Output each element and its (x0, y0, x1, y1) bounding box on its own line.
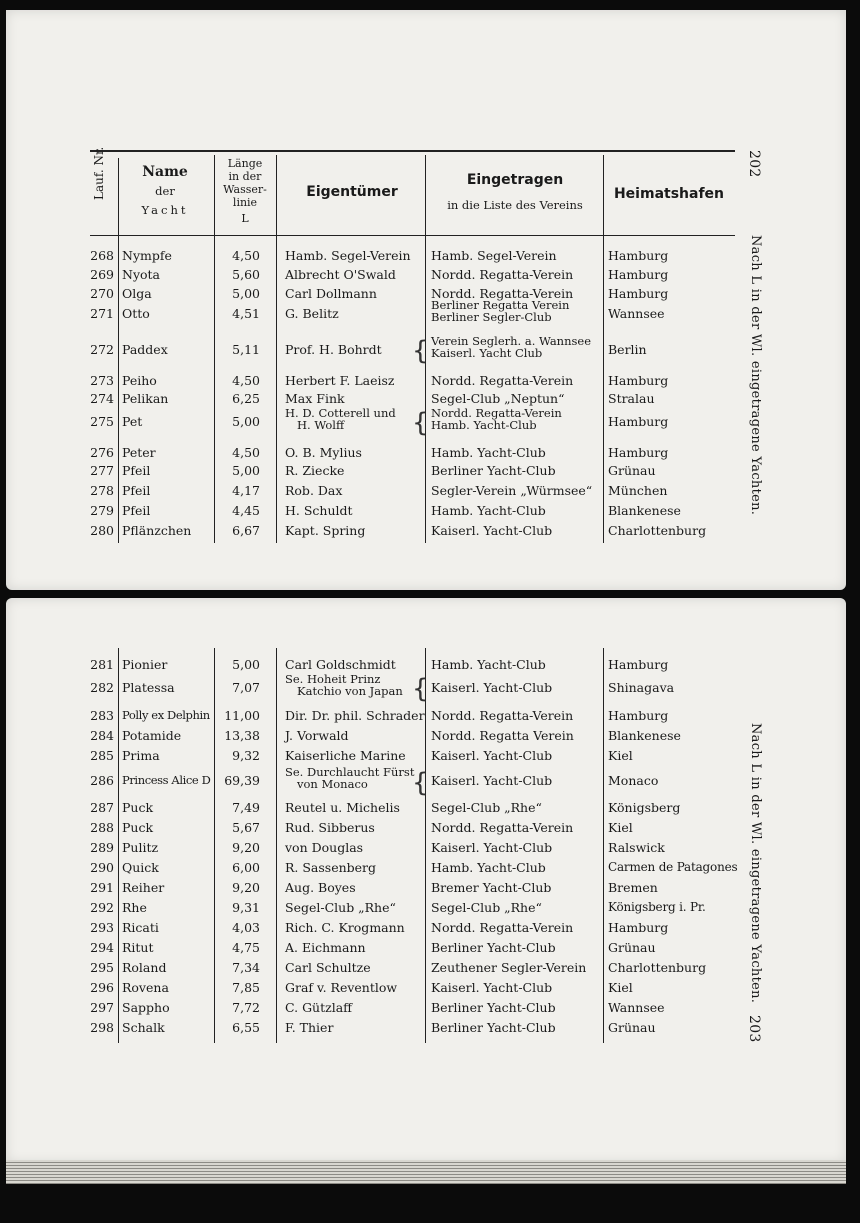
brace-mark: { (412, 336, 429, 366)
waterline-length: 5,60 (232, 267, 260, 282)
club: Bremer Yacht-Club (431, 880, 552, 895)
home-port: Hamburg (608, 248, 669, 263)
yacht-name: Nympfe (122, 248, 172, 263)
header-name: Name (142, 164, 188, 180)
row-number: 270 (90, 286, 114, 301)
yacht-name: Pet (122, 414, 143, 429)
column-rule (425, 648, 426, 1043)
row-number: 274 (90, 391, 114, 406)
owner: H. Schuldt (285, 503, 353, 518)
row-number: 289 (90, 840, 114, 855)
home-port: Grünau (608, 1020, 656, 1035)
yacht-name: Pfeil (122, 463, 151, 478)
owner: Kaiserliche Marine (285, 748, 406, 763)
home-port: Hamburg (608, 445, 669, 460)
row-number: 277 (90, 463, 114, 478)
club: Kaiserl. Yacht-Club (431, 680, 553, 695)
club-line2: Hamb. Yacht-Club (431, 418, 537, 432)
yacht-name: Otto (122, 306, 150, 321)
club: Hamb. Yacht-Club (431, 445, 546, 460)
yacht-name: Paddex (122, 342, 168, 357)
club: Hamb. Yacht-Club (431, 503, 546, 518)
row-number: 268 (90, 248, 114, 263)
club: Nordd. Regatta-Verein (431, 406, 562, 420)
waterline-length: 6,00 (232, 860, 260, 875)
yacht-name: Schalk (122, 1020, 165, 1035)
waterline-length: 7,49 (232, 800, 260, 815)
yacht-name: Puck (122, 820, 154, 835)
home-port: Blankenese (608, 503, 681, 518)
owner: Carl Schultze (285, 960, 371, 975)
header-laenge-L: L (241, 212, 249, 225)
row-number: 294 (90, 940, 114, 955)
waterline-length: 4,50 (232, 373, 260, 388)
home-port: Kiel (608, 980, 633, 995)
header-heimatshafen: Heimatshafen (613, 186, 725, 202)
waterline-length: 5,00 (232, 657, 260, 672)
header-name-yacht: Yacht (141, 203, 189, 217)
waterline-length: 4,03 (232, 920, 260, 935)
yacht-name: Ricati (122, 920, 159, 935)
owner: Hamb. Segel-Verein (285, 248, 411, 263)
owner-line2: H. Wolff (297, 418, 345, 432)
owner: von Douglas (285, 840, 364, 855)
waterline-length: 4,51 (232, 306, 260, 321)
club: Berliner Regatta Verein (431, 298, 570, 312)
home-port: Grünau (608, 940, 656, 955)
row-number: 291 (90, 880, 114, 895)
row-number: 295 (90, 960, 114, 975)
owner: Aug. Boyes (285, 880, 356, 895)
page-edges (6, 1160, 846, 1184)
row-number: 285 (90, 748, 114, 763)
owner: C. Gützlaff (285, 1000, 353, 1015)
header-laenge-wasser: Wasser- (223, 183, 267, 196)
header-laenge-inder: in der (228, 170, 262, 183)
club: Hamb. Yacht-Club (431, 860, 546, 875)
club: Hamb. Yacht-Club (431, 657, 546, 672)
page-number-bottom: 203 (746, 1015, 762, 1043)
row-number: 281 (90, 657, 114, 672)
club: Nordd. Regatta-Verein (431, 920, 574, 935)
waterline-length: 13,38 (224, 728, 260, 743)
owner: R. Ziecke (285, 463, 345, 478)
owner: Max Fink (285, 391, 345, 406)
club: Nordd. Regatta-Verein (431, 708, 574, 723)
waterline-length: 7,34 (232, 960, 260, 975)
yacht-name: Prima (122, 748, 160, 763)
waterline-length: 5,67 (232, 820, 260, 835)
row-number: 284 (90, 728, 114, 743)
home-port: Hamburg (608, 267, 669, 282)
header-laenge: Länge (227, 157, 263, 170)
yacht-name: Pflänzchen (122, 523, 192, 538)
yacht-name: Rhe (122, 900, 147, 915)
waterline-length: 9,20 (232, 880, 260, 895)
home-port: Wannsee (608, 306, 665, 321)
home-port: München (608, 483, 668, 498)
row-number: 269 (90, 267, 114, 282)
yacht-name: Nyota (122, 267, 161, 282)
club: Segel-Club „Neptun“ (431, 391, 565, 406)
header-eingetragen-sub: in die Liste des Vereins (447, 198, 583, 212)
owner-line2: von Monaco (297, 777, 368, 791)
home-port: Grünau (608, 463, 656, 478)
owner: Kapt. Spring (285, 523, 366, 538)
row-number: 272 (90, 342, 114, 357)
yacht-name: Princess Alice D (122, 773, 211, 787)
home-port: Hamburg (608, 657, 669, 672)
row-number: 276 (90, 445, 114, 460)
row-number: 286 (90, 773, 114, 788)
waterline-length: 69,39 (224, 773, 260, 788)
owner: Rob. Dax (285, 483, 343, 498)
column-rule (214, 155, 215, 543)
owner: Segel-Club „Rhe“ (285, 900, 396, 915)
column-rule (603, 648, 604, 1043)
owner: Carl Dollmann (285, 286, 377, 301)
yacht-name: Olga (122, 286, 152, 301)
column-rule (603, 155, 604, 543)
club: Zeuthener Segler-Verein (431, 960, 587, 975)
owner-line2: Katchio von Japan (297, 684, 403, 698)
owner: Reutel u. Michelis (285, 800, 400, 815)
club: Berliner Yacht-Club (431, 1020, 556, 1035)
yacht-name: Roland (122, 960, 167, 975)
home-port: Charlottenburg (608, 960, 707, 975)
waterline-length: 9,32 (232, 748, 260, 763)
waterline-length: 7,72 (232, 1000, 260, 1015)
waterline-length: 7,07 (232, 680, 260, 695)
yacht-name: Potamide (122, 728, 182, 743)
header-eigentuemer: Eigentümer (306, 184, 398, 200)
club: Berliner Yacht-Club (431, 463, 556, 478)
home-port: Hamburg (608, 708, 669, 723)
club: Nordd. Regatta-Verein (431, 373, 574, 388)
club: Nordd. Regatta-Verein (431, 286, 574, 301)
owner: Rud. Sibberus (285, 820, 375, 835)
brace-mark: { (412, 768, 429, 798)
home-port: Kiel (608, 748, 633, 763)
club: Nordd. Regatta-Verein (431, 820, 574, 835)
column-rule (276, 155, 277, 543)
home-port: Bremen (608, 880, 658, 895)
column-rule (118, 648, 119, 1043)
yacht-name: Peter (122, 445, 156, 460)
yacht-name: Pelikan (122, 391, 169, 406)
home-port: Shinagava (608, 680, 675, 695)
yacht-name: Platessa (122, 680, 175, 695)
club: Kaiserl. Yacht-Club (431, 523, 553, 538)
owner: J. Vorwald (285, 728, 349, 743)
waterline-length: 11,00 (224, 708, 260, 723)
owner: Se. Durchlaucht Fürst (285, 765, 415, 779)
row-number: 298 (90, 1020, 114, 1035)
row-number: 292 (90, 900, 114, 915)
home-port: Kiel (608, 820, 633, 835)
waterline-length: 4,75 (232, 940, 260, 955)
waterline-length: 9,31 (232, 900, 260, 915)
header-eingetragen: Eingetragen (466, 172, 564, 188)
row-number: 271 (90, 306, 114, 321)
yacht-name: Ritut (122, 940, 154, 955)
waterline-length: 6,25 (232, 391, 260, 406)
home-port: Hamburg (608, 373, 669, 388)
row-number: 275 (90, 414, 114, 429)
club: Kaiserl. Yacht-Club (431, 773, 553, 788)
column-rule (118, 158, 119, 543)
club: Hamb. Segel-Verein (431, 248, 557, 263)
row-number: 282 (90, 680, 114, 695)
waterline-length: 5,00 (232, 414, 260, 429)
page-number-top: 202 (746, 150, 762, 178)
club: Segel-Club „Rhe“ (431, 900, 542, 915)
club: Kaiserl. Yacht-Club (431, 748, 553, 763)
running-title-top: Nach L in der Wl. eingetragene Yachten. (748, 235, 763, 516)
header-laenge-linie: linie (232, 196, 258, 209)
owner: Carl Goldschmidt (285, 657, 396, 672)
home-port: Königsberg (608, 800, 681, 815)
yacht-name: Pfeil (122, 503, 151, 518)
club: Verein Seglerh. a. Wannsee (431, 334, 592, 348)
yacht-name: Peiho (122, 373, 157, 388)
club: Kaiserl. Yacht-Club (431, 980, 553, 995)
club: Segler-Verein „Würmsee“ (431, 483, 593, 498)
club-line2: Kaiserl. Yacht Club (431, 346, 543, 360)
owner: Albrecht O'Swald (285, 267, 396, 282)
yacht-name: Polly ex Delphin (122, 708, 210, 722)
running-title-bottom: Nach L in der Wl. eingetragene Yachten. (748, 723, 763, 1004)
header-top-rule (90, 150, 735, 152)
brace-mark: { (412, 674, 429, 704)
owner: O. B. Mylius (285, 445, 362, 460)
yacht-name: Reiher (122, 880, 165, 895)
owner: Prof. H. Bohrdt (285, 342, 382, 357)
waterline-length: 4,17 (232, 483, 260, 498)
waterline-length: 6,67 (232, 523, 260, 538)
owner: H. D. Cotterell und (285, 406, 396, 420)
row-number: 297 (90, 1000, 114, 1015)
home-port: Ralswick (608, 840, 665, 855)
home-port: Carmen de Patagones (608, 860, 738, 874)
row-number: 283 (90, 708, 114, 723)
waterline-length: 7,85 (232, 980, 260, 995)
club: Nordd. Regatta-Verein (431, 267, 574, 282)
waterline-length: 9,20 (232, 840, 260, 855)
yacht-name: Sappho (122, 1000, 170, 1015)
owner: A. Eichmann (285, 940, 366, 955)
header-bottom-rule (90, 235, 735, 236)
home-port: Königsberg i. Pr. (608, 900, 706, 914)
home-port: Stralau (608, 391, 655, 406)
column-rule (276, 648, 277, 1043)
club: Berliner Yacht-Club (431, 1000, 556, 1015)
waterline-length: 5,11 (232, 342, 260, 357)
home-port: Blankenese (608, 728, 681, 743)
club: Segel-Club „Rhe“ (431, 800, 542, 815)
waterline-length: 5,00 (232, 286, 260, 301)
home-port: Hamburg (608, 920, 669, 935)
club: Berliner Yacht-Club (431, 940, 556, 955)
club: Kaiserl. Yacht-Club (431, 840, 553, 855)
row-number: 288 (90, 820, 114, 835)
owner: Graf v. Reventlow (285, 980, 398, 995)
header-name-der: der (155, 184, 175, 198)
row-number: 280 (90, 523, 114, 538)
owner: Herbert F. Laeisz (285, 373, 395, 388)
column-rule (214, 648, 215, 1043)
yacht-name: Rovena (122, 980, 169, 995)
yacht-name: Pulitz (122, 840, 159, 855)
home-port: Hamburg (608, 286, 669, 301)
home-port: Monaco (608, 773, 659, 788)
row-number: 279 (90, 503, 114, 518)
owner: Rich. C. Krogmann (285, 920, 405, 935)
owner: R. Sassenberg (285, 860, 377, 875)
waterline-length: 6,55 (232, 1020, 260, 1035)
brace-mark: { (412, 408, 429, 438)
row-number: 296 (90, 980, 114, 995)
yacht-name: Pionier (122, 657, 168, 672)
owner: Se. Hoheit Prinz (285, 672, 381, 686)
home-port: Charlottenburg (608, 523, 707, 538)
yacht-name: Pfeil (122, 483, 151, 498)
club-line2: Berliner Segler-Club (431, 310, 552, 324)
yacht-name: Quick (122, 860, 159, 875)
club: Nordd. Regatta Verein (431, 728, 574, 743)
row-number: 278 (90, 483, 114, 498)
row-number: 273 (90, 373, 114, 388)
home-port: Wannsee (608, 1000, 665, 1015)
waterline-length: 5,00 (232, 463, 260, 478)
home-port: Berlin (608, 342, 647, 357)
row-number: 290 (90, 860, 114, 875)
owner: F. Thier (285, 1020, 334, 1035)
row-number: 293 (90, 920, 114, 935)
yacht-name: Puck (122, 800, 154, 815)
home-port: Hamburg (608, 414, 669, 429)
waterline-length: 4,45 (232, 503, 260, 518)
waterline-length: 4,50 (232, 445, 260, 460)
header-lauf-nr: Lauf. Nr. (92, 146, 106, 200)
row-number: 287 (90, 800, 114, 815)
owner: Dir. Dr. phil. Schrader (285, 708, 425, 723)
waterline-length: 4,50 (232, 248, 260, 263)
owner: G. Belitz (285, 306, 339, 321)
